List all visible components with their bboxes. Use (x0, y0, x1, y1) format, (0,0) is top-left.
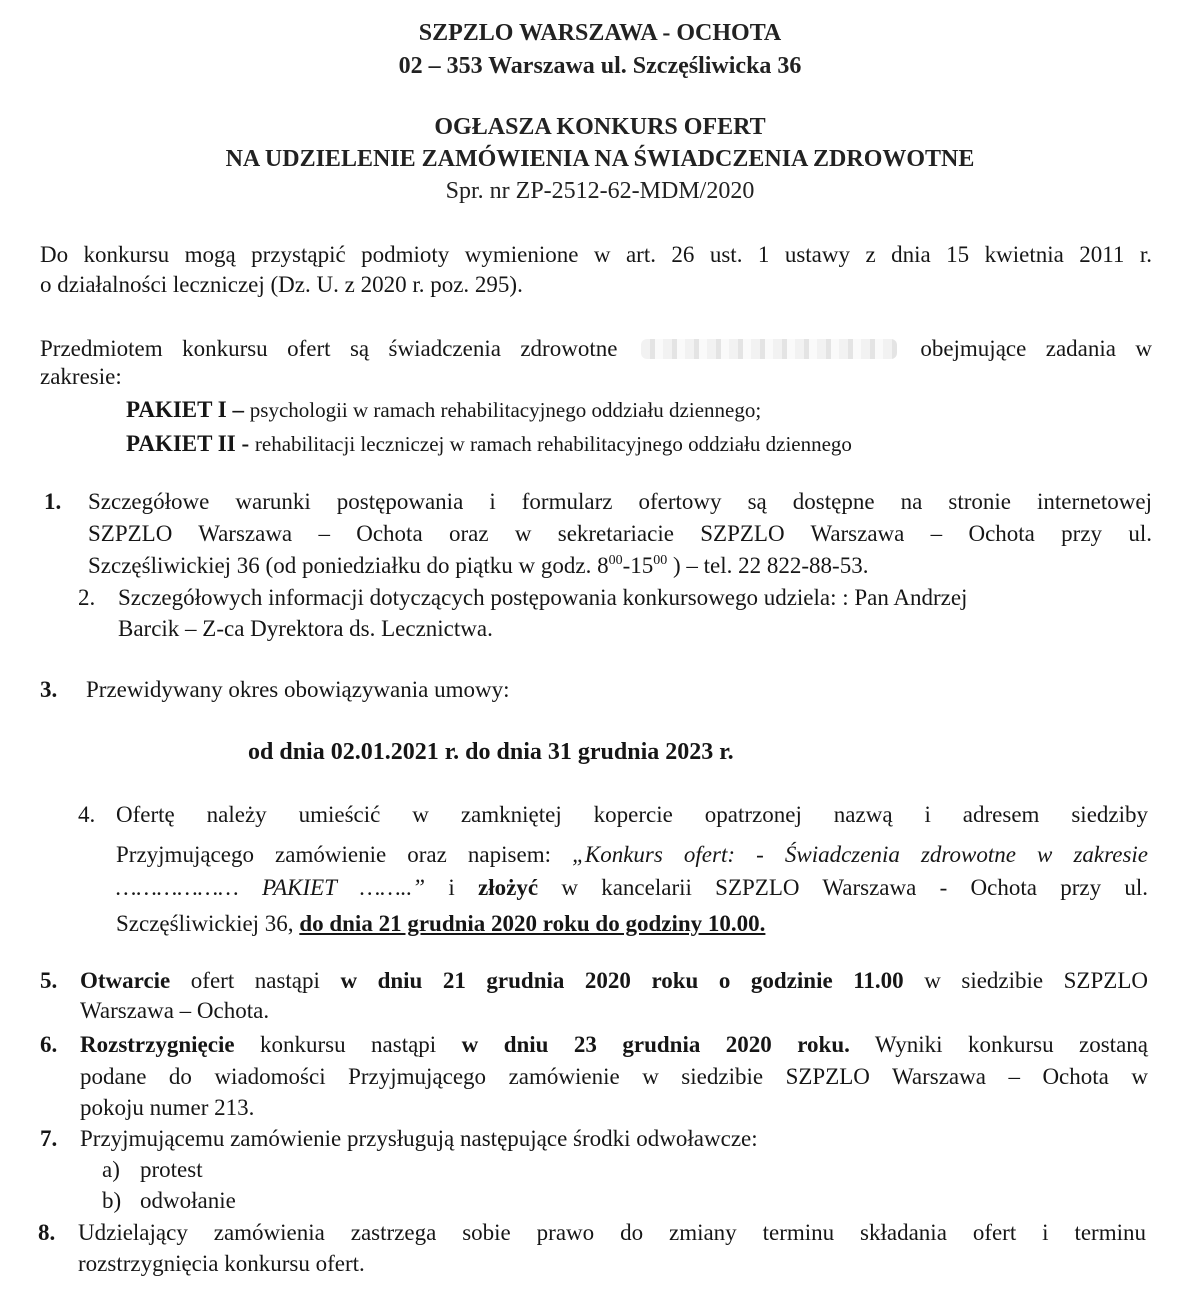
item-1-phone: ) – tel. 22 822-88-53. (667, 553, 869, 578)
item-7-line-1: Przyjmującemu zamówienie przysługują następujące środki odwoławcze: (80, 1126, 758, 1151)
item-5-number: 5. (40, 968, 58, 993)
item-6-line-2: podane do wiadomości Przyjmującego zamówienie w siedzibie SZPZLO Warszawa – Ochota w (80, 1064, 1148, 1089)
item-1-line-2: SZPZLO Warszawa – Ochota oraz w sekretariacie SZPZLO Warszawa – Ochota przy ul. (88, 521, 1152, 546)
package-2-name: PAKIET II (126, 431, 236, 456)
item-6-line-1 (80, 1030, 1148, 1060)
package-2-desc: rehabilitacji leczniczej w ramach rehabilitacyjnego oddziału dziennego (254, 432, 852, 456)
item-8-number: 8. (38, 1220, 56, 1245)
intro-line-1: Do konkursu mogą przystąpić podmioty wymienione w art. 26 ust. 1 ustawy z dnia 15 kwietnia 2011 r. (40, 242, 1152, 267)
item-4-line-1: Ofertę należy umieścić w zamkniętej kopercie opatrzonej nazwą i adresem siedziby (116, 802, 1148, 827)
item-4-submit-word: złożyć (478, 875, 539, 900)
item-1-hours-a: Szczęśliwickiej 36 (od poniedziałku do piątku w godz. 8 (88, 553, 609, 578)
package-1-desc: psychologii w ramach rehabilitacyjnego oddziału dziennego; (249, 398, 762, 422)
item-6-resolution: Rozstrzygnięcie (80, 1032, 235, 1057)
item-2-line-1: Szczegółowych informacji dotyczących postępowania konkursowego udziela: : Pan Andrzej (118, 585, 968, 610)
item-6-text-d: Wyniki konkursu zostaną (849, 1032, 1148, 1057)
item-1-line-1: Szczegółowe warunki postępowania i formularz ofertowy są dostępne na stronie internetowej (88, 489, 1152, 514)
notice-subtitle: NA UDZIELENIE ZAMÓWIENIA NA ŚWIADCZENIA ZDROWOTNE (225, 146, 975, 172)
intro-line-2: o działalności leczniczej (Dz. U. z 2020 r. poz. 295). (40, 272, 523, 297)
item-5-line-2: Warszawa – Ochota. (80, 998, 270, 1023)
item-5-opening: Otwarcie (80, 968, 171, 993)
org-name: SZPZLO WARSZAWA - OCHOTA (418, 20, 782, 46)
package-1 (126, 395, 761, 425)
subject-text-b: obejmujące zadania w (920, 336, 1153, 361)
item-4-deadline: do dnia 21 grudnia 2020 roku do godziny 10.00. (299, 911, 766, 936)
case-reference: Spr. nr ZP-2512-62-MDM/2020 (445, 178, 755, 204)
item-1-sup-2: 00 (653, 553, 668, 568)
item-4-address: Szczęśliwickiej 36, (116, 911, 300, 936)
item-4-text-d: w kancelarii SZPZLO Warszawa - Ochota przy ul. (561, 875, 1149, 900)
item-8-line-1: Udzielający zamówienia zastrzega sobie prawo do zmiany terminu składania ofert i terminu (78, 1220, 1146, 1245)
item-5-text-b: ofert nastąpi (170, 968, 341, 993)
item-4-line-4 (116, 909, 765, 939)
item-6-line-3: pokoju numer 213. (80, 1095, 255, 1120)
item-4-text-i: i złożyć (448, 875, 539, 900)
item-1-hours-b: -15 (622, 553, 654, 578)
notice-title: OGŁASZA KONKURS OFERT (434, 114, 766, 140)
item-4-text-a: Przyjmującego zamówienie oraz napisem: (116, 842, 573, 867)
item-2-number: 2. (78, 585, 96, 610)
subject-line-1 (40, 334, 1152, 364)
item-1-number: 1. (44, 489, 62, 514)
remedy-b-letter: b) (102, 1188, 122, 1213)
item-6-text-b: konkursu nastąpi (234, 1032, 462, 1057)
package-2-sep: - (235, 431, 255, 456)
redacted-text (641, 339, 897, 359)
package-1-name: PAKIET I (126, 397, 227, 422)
item-4-package-blank: ……………… PAKIET ……..” (116, 875, 426, 900)
item-1-line-3 (88, 551, 868, 581)
item-4-line-3 (116, 873, 1148, 903)
item-6-number: 6. (40, 1032, 58, 1057)
item-4-number: 4. (78, 802, 96, 827)
item-6-date: w dniu 23 grudnia 2020 roku. (461, 1032, 850, 1057)
remedy-a-text: protest (140, 1157, 203, 1182)
subject-text-a: Przedmiotem konkursu ofert są świadczenia zdrowotne (40, 336, 618, 361)
package-1-sep: – (226, 397, 250, 422)
item-4-line-2 (116, 840, 1148, 870)
subject-line-2: zakresie: (40, 364, 122, 389)
item-4-label-text: „Konkurs ofert: - Świadczenia zdrowotne w zakresie (572, 842, 1148, 867)
org-address: 02 – 353 Warszawa ul. Szczęśliwicka 36 (398, 53, 802, 79)
remedy-a-letter: a) (102, 1157, 120, 1182)
item-7-number: 7. (40, 1126, 58, 1151)
item-5-line-1 (80, 966, 1148, 996)
remedy-b-text: odwołanie (140, 1188, 236, 1213)
contract-period: od dnia 02.01.2021 r. do dnia 31 grudnia 2023 r. (248, 739, 734, 765)
item-8-line-2: rozstrzygnięcia konkursu ofert. (78, 1251, 365, 1276)
item-5-text-d: w siedzibie SZPZLO (903, 968, 1148, 993)
package-2 (126, 429, 852, 459)
item-2-line-2: Barcik – Z-ca Dyrektora ds. Lecznictwa. (118, 616, 493, 641)
item-1-sup-1: 00 (608, 553, 623, 568)
item-3-number: 3. (40, 677, 58, 702)
item-3-line-1: Przewidywany okres obowiązywania umowy: (86, 677, 510, 702)
item-5-date: w dniu 21 grudnia 2020 roku o godzinie 11.00 (340, 968, 904, 993)
